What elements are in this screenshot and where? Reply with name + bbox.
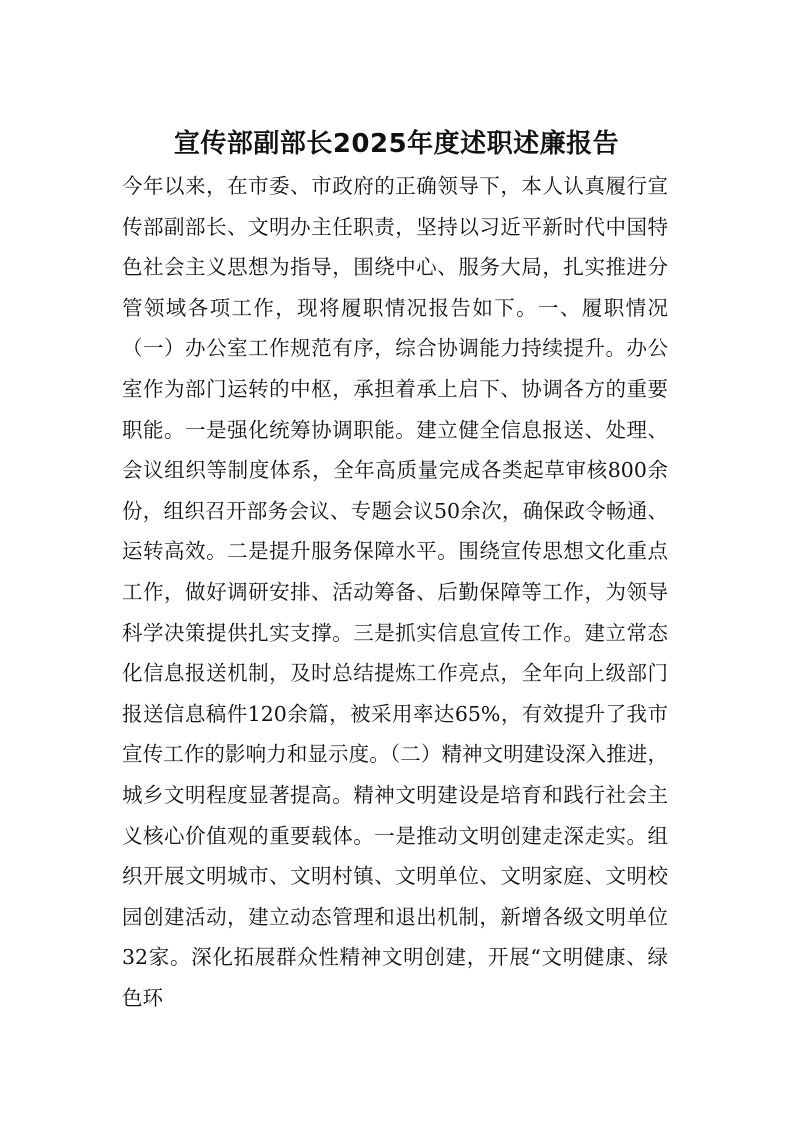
document-body-paragraph: 今年以来，在市委、市政府的正确领导下，本人认真履行宣传部副部长、文明办主任职责，坚持以习近平新时代中国特色社会主义思想为指导，围绕中心、服务大局，扎实推进分管领域各项工作，现将履职情况报告如下。一、履职情况（一）办公室工作规范有序，综合协调能力持续提升。办公室作为部门运转的中枢，承担着承上启下、协调各方的重要职能。一是强化统筹协调职能。建立健全信息报送、处理、会议组织等制度体系，全年高质量完成各类起草审核800余份，组织召开部务会议、专题会议50余次，确保政令畅通、运转高效。二是提升服务保障水平。围绕宣传思想文化重点工作，做好调研安排、活动筹备、后勤保障等工作，为领导科学决策提供扎实支撑。三是抓实信息宣传工作。建立常态化信息报送机制，及时总结提炼工作亮点，全年向上级部门报送信息稿件120余篇，被采用率达65%，有效提升了我市宣传工作的影响力和显示度。（二）精神文明建设深入推进，城乡文明程度显著提高。精神文明建设是培育和践行社会主义核心价值观的重要载体。一是推动文明创建走深走实。组织开展文明城市、文明村镇、文明单位、文明家庭、文明校园创建活动，建立动态管理和退出机制，新增各级文明单位32家。深化拓展群众性精神文明创建，开展“文明健康、绿色环 xyxy=(122,174,668,1010)
document-title: 宣传部副部长2025年度述职述廉报告 xyxy=(173,129,620,159)
